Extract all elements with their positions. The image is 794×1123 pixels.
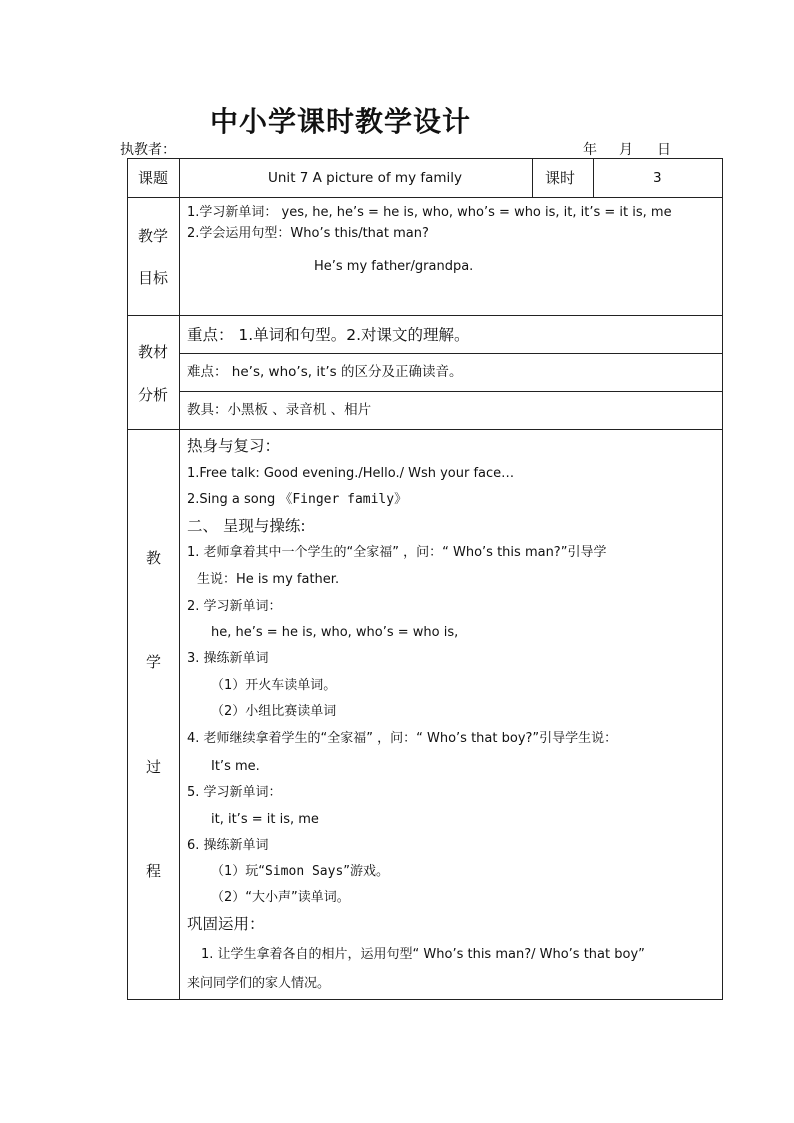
process-step: 1. 老师拿着其中一个学生的“全家福” ，问：“ Who’s this man?”引导学 [187,545,607,560]
process-step: he, he’s = he is, who, who’s = who is, [211,625,459,640]
teaching-tools: 教具：小黑板 、录音机 、相片 [187,402,372,418]
process-substep: （2）“大小声”读单词。 [211,890,350,905]
warmup-item: 1.Free talk: Good evening./Hello./ Wsh your face… [187,466,515,481]
column-divider [179,159,180,999]
warmup-title: 热身与复习： [187,437,281,455]
process-substep: （1）玩“Simon Says”游戏。 [211,864,390,879]
process-step: 4. 老师继续拿着学生的“全家福” ，问：“ Who’s that boy?”引导学生说： [187,731,618,746]
topic-label: 课题 [138,169,169,187]
row-divider [128,197,722,198]
hours-value: 3 [653,170,662,186]
analysis-label: 分析 [138,386,169,404]
section-title: 二、 呈现与操练: [187,517,306,535]
column-divider [593,159,594,197]
process-step: it, it’s = it is, me [211,812,319,827]
process-substep: （2）小组比赛读单词 [211,704,337,719]
process-step: 2. 学习新单词： [187,599,282,614]
process-step: It’s me. [211,759,260,774]
process-label: 程 [146,862,162,880]
goals-line: He’s my father/grandpa. [314,259,474,274]
process-step: 5. 学习新单词： [187,785,282,800]
process-step: 3. 操练新单词 [187,651,269,666]
topic-value: Unit 7 A picture of my family [268,170,463,186]
process-step: 生说：He is my father. [197,572,340,587]
key-points: 重点： 1.单词和句型。2.对课文的理解。 [187,326,470,344]
date-field [583,139,671,159]
page-title: 中小学课时教学设计 [210,105,472,138]
column-divider [532,159,533,197]
lesson-table [127,158,723,1000]
process-label: 过 [146,758,162,776]
row-divider [179,353,722,354]
year-label: 年 [583,142,597,158]
analysis-label: 教材 [138,343,169,361]
month-label: 月 [619,142,633,158]
hours-label: 课时 [545,169,576,187]
teacher-field: 执教者： [120,142,176,158]
consolidate-step: 来问同学们的家人情况。 [187,976,331,991]
row-divider [179,391,722,392]
goals-line: 2.学会运用句型：Who’s this/that man? [187,226,429,241]
goals-label: 教学 [138,227,169,245]
difficult-points: 难点： he’s, who’s, it’s 的区分及正确读音。 [187,364,463,380]
warmup-item: 2.Sing a song 《Finger family》 [187,492,408,507]
goals-line: 1.学习新单词： yes, he, he’s = he is, who, who’s = who is, it, it’s = it is, me [187,205,672,220]
process-substep: （1）开火车读单词。 [211,678,337,693]
process-step: 6. 操练新单词 [187,838,269,853]
process-label: 学 [146,653,162,671]
row-divider [128,315,722,316]
consolidate-title: 巩固运用： [187,915,265,933]
process-label: 教 [146,549,162,567]
goals-label: 目标 [138,269,169,287]
consolidate-step: 1. 让学生拿着各自的相片，运用句型“ Who’s this man?/ Who’s that boy” [201,947,645,962]
row-divider [128,429,722,430]
day-label: 日 [657,142,671,158]
